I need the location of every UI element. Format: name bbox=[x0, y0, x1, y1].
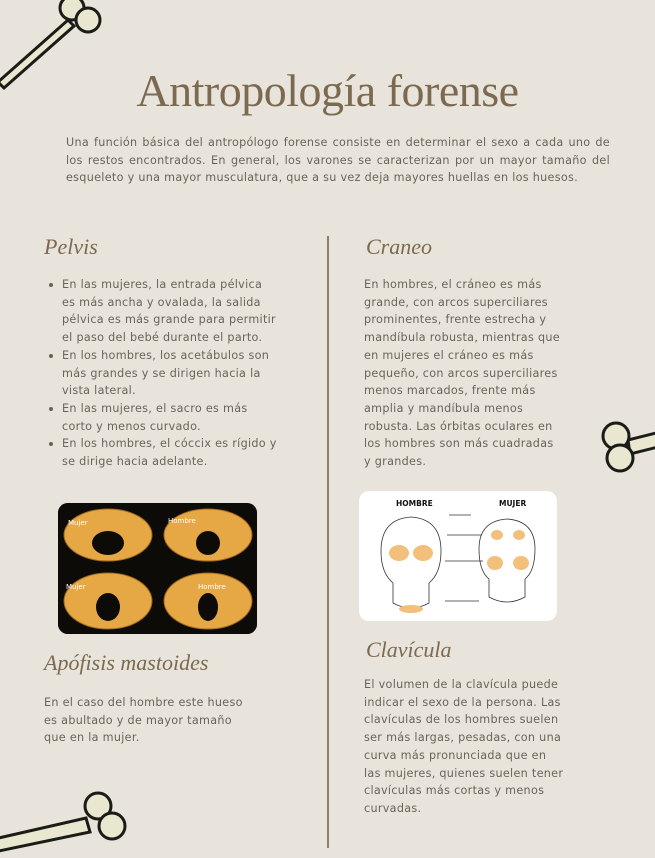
list-item: En las mujeres, la entrada pélvica es más ancha y ovalada, la salida pélvica es más grande para permitir el paso del bebé durante el parto. bbox=[46, 276, 278, 347]
bullet-icon bbox=[49, 407, 53, 411]
skull-title-female: MUJER bbox=[499, 499, 527, 508]
list-item: En los hombres, el cóccix es rígido y se dirige hacia adelante. bbox=[46, 435, 278, 470]
list-item: En las mujeres, el sacro es más corto y menos curvado. bbox=[46, 400, 278, 435]
craneo-text: En hombres, el cráneo es más grande, con arcos superciliares prominentes, frente estrecha y mandíbula robusta, mientras que en mujeres el cráneo es más pequeño, con arcos superciliares menos marcados, frente más amplia y mandíbula menos robusta. Las órbitas oculares en los hombres son más cuadradas y grandes. bbox=[364, 278, 560, 469]
pelvis-label: Hombre bbox=[168, 517, 196, 525]
bullet-icon bbox=[49, 442, 53, 446]
list-item: En los hombres, los acetábulos son más grandes y se dirigen hacia la vista lateral. bbox=[46, 347, 278, 400]
clavicula-text: El volumen de la clavícula puede indicar el sexo de la persona. Las clavículas de los hombres suelen ser más largas, pesadas, con una curva más pronunciada que en las mujeres, quienes suelen tener clavículas más cortas y menos curvadas. bbox=[364, 678, 564, 815]
bullet-icon bbox=[49, 283, 53, 287]
pelvis-image bbox=[58, 503, 257, 634]
pelvis-label: Mujer bbox=[66, 583, 86, 591]
pelvis-list bbox=[46, 276, 278, 471]
craneo-heading: Craneo bbox=[366, 234, 432, 259]
skull-title-male: HOMBRE bbox=[396, 499, 433, 508]
apofisis-text: En el caso del hombre este hueso es abultado y de mayor tamaño que en la mujer. bbox=[44, 696, 243, 745]
bullet-icon bbox=[49, 354, 53, 358]
pelvis-label: Mujer bbox=[68, 519, 88, 527]
pelvis-heading: Pelvis bbox=[44, 234, 98, 259]
clavicula-heading: Clavícula bbox=[366, 637, 452, 662]
apofisis-heading: Apófisis mastoides bbox=[44, 650, 209, 675]
pelvis-label: Hombre bbox=[198, 583, 226, 591]
intro-paragraph: Una función básica del antropólogo forense consiste en determinar el sexo a cada uno de los restos encontrados. En general, los varones se caracterizan por un mayor tamaño del esqueleto y una mayor musculatura, que a su vez deja mayores huellas en los huesos. bbox=[66, 136, 610, 185]
skull-comparison-image bbox=[359, 491, 557, 621]
bone-right-icon bbox=[598, 418, 655, 480]
page-title: Antropología forense bbox=[136, 65, 519, 116]
column-divider bbox=[327, 236, 329, 848]
